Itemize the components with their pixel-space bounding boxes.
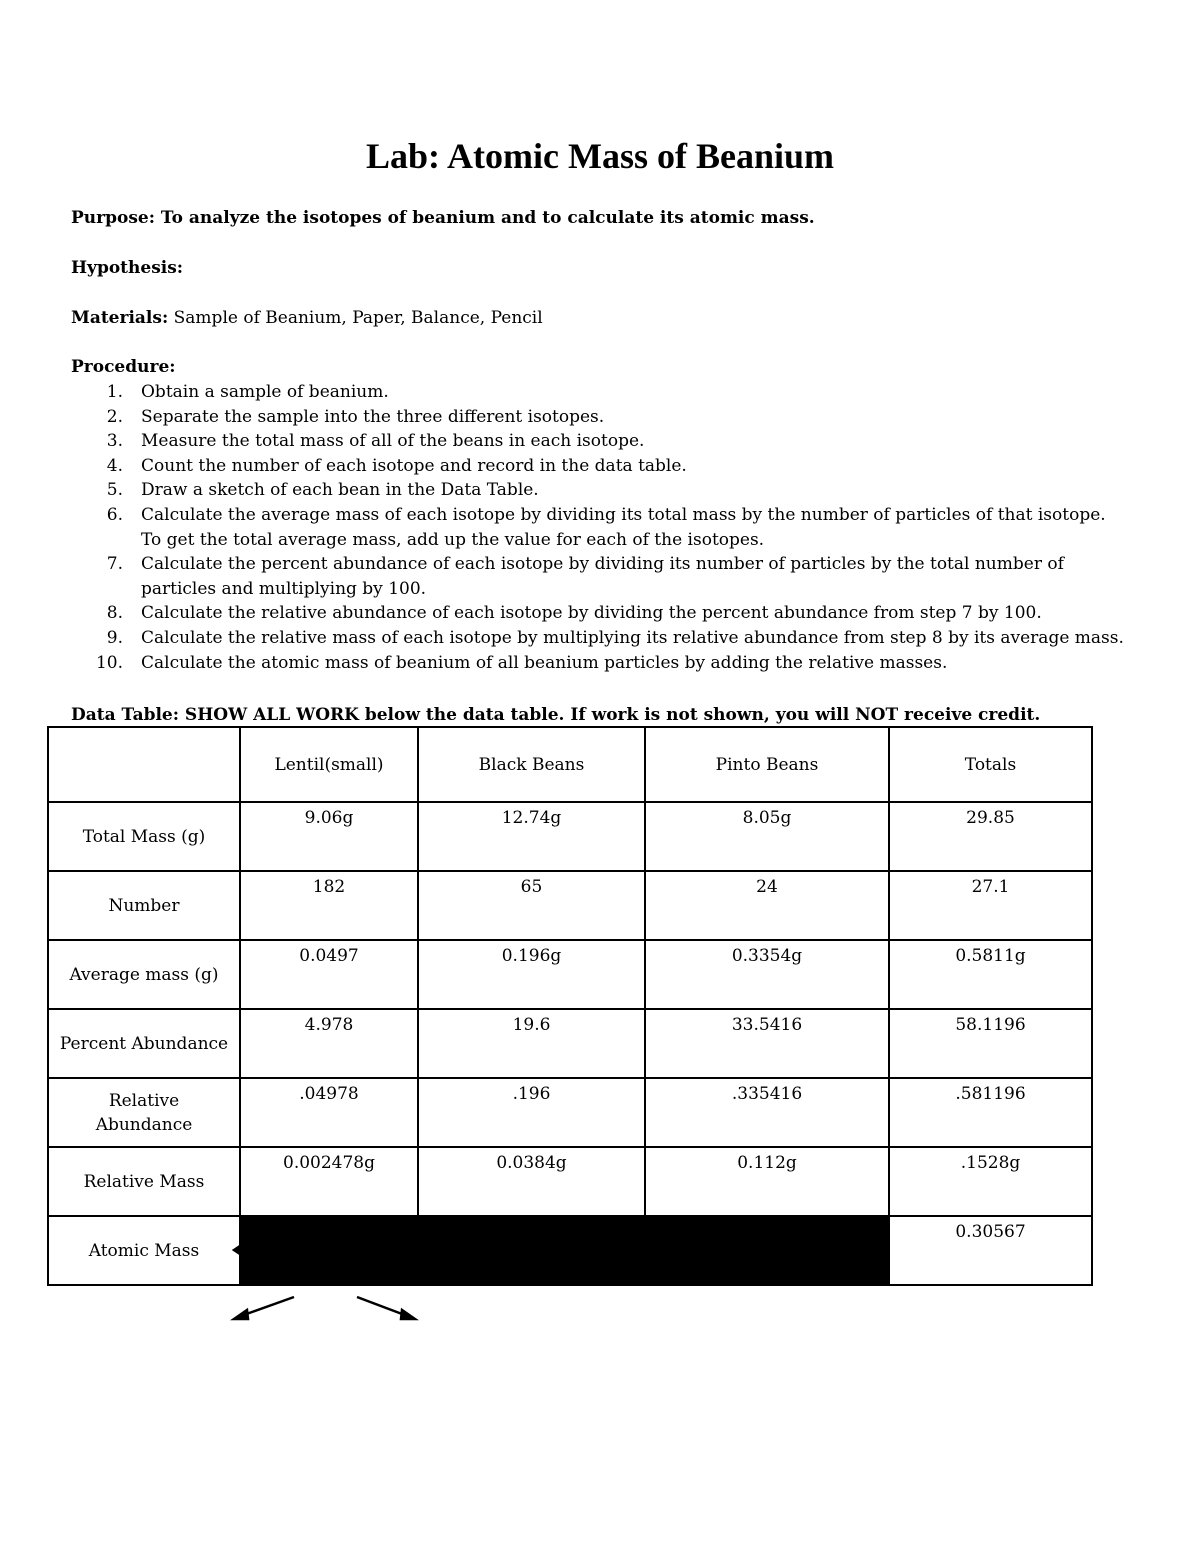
row-label: Average mass (g) <box>48 940 240 1009</box>
data-table-label: Data Table: SHOW ALL WORK below the data table. If work is not shown, you will NOT receive credit. <box>71 705 1041 725</box>
table-cell: .581196 <box>889 1078 1092 1147</box>
procedure-step: 9. Calculate the relative mass of each isotope by multiplying its relative abundance from step 8 by its average mass. <box>106 627 1124 648</box>
small-arrowhead-icon <box>234 1246 240 1254</box>
table-cell: .04978 <box>240 1078 418 1147</box>
procedure-step: 6. Calculate the average mass of each isotope by dividing its total mass by the number of particles of that isotope. To get the total average mass, add up the value for each of the isotopes. <box>106 504 1106 550</box>
materials-line <box>71 306 543 331</box>
row-label: Total Mass (g) <box>48 802 240 871</box>
procedure-step: 5. Draw a sketch of each bean in the Data Table. <box>106 480 539 501</box>
table-cell: 8.05g <box>645 802 889 871</box>
table-cell: 19.6 <box>418 1009 645 1078</box>
table-row <box>48 1216 1092 1285</box>
table-cell: 0.112g <box>645 1147 889 1216</box>
table-cell: 27.1 <box>889 871 1092 940</box>
procedure-step: 7. Calculate the percent abundance of each isotope by dividing its number of particles by the total number of particles and multiplying by 100. <box>106 554 1064 599</box>
purpose-text: Purpose: To analyze the isotopes of beanium and to calculate its atomic mass. <box>71 208 815 228</box>
table-cell: 24 <box>645 871 889 940</box>
table-cell: 33.5416 <box>645 1009 889 1078</box>
right-arrowhead-icon <box>401 1310 415 1319</box>
procedure-label: Procedure: <box>71 357 176 377</box>
page-title: Lab: Atomic Mass of Beanium <box>366 136 834 176</box>
row-label: Relative Abundance <box>48 1078 240 1147</box>
procedure-step: 8. Calculate the relative abundance of each isotope by dividing the percent abundance from step 7 by 100. <box>106 603 1042 624</box>
table-header-cell: Pinto Beans <box>645 727 889 802</box>
table-header-cell <box>48 727 240 802</box>
procedure-step: 3. Measure the total mass of all of the beans in each isotope. <box>106 431 645 452</box>
table-cell: 182 <box>240 871 418 940</box>
table-cell: .1528g <box>889 1147 1092 1216</box>
table-row <box>48 1078 1092 1147</box>
table-cell: 0.196g <box>418 940 645 1009</box>
table-header-cell: Totals <box>889 727 1092 802</box>
left-arrowhead-icon <box>234 1310 248 1319</box>
table-cell: .335416 <box>645 1078 889 1147</box>
table-cell: 29.85 <box>889 802 1092 871</box>
materials-label: Materials: <box>71 308 169 328</box>
table-cell: 0.3354g <box>645 940 889 1009</box>
table-header-row <box>48 727 1092 802</box>
table-row <box>48 802 1092 871</box>
procedure-step: 2. Separate the sample into the three different isotopes. <box>106 406 605 427</box>
procedure-list <box>71 380 1151 675</box>
row-label: Number <box>48 871 240 940</box>
table-cell: .196 <box>418 1078 645 1147</box>
table-row <box>48 1147 1092 1216</box>
materials-text: Sample of Beanium, Paper, Balance, Pencil <box>168 308 543 328</box>
table-cell: 0.5811g <box>889 940 1092 1009</box>
table-cell: 65 <box>418 871 645 940</box>
row-label: Relative Mass <box>48 1147 240 1216</box>
table-cell: 0.002478g <box>240 1147 418 1216</box>
table-row <box>48 1009 1092 1078</box>
arrows-drawing <box>220 1240 440 1330</box>
table-cell: 4.978 <box>240 1009 418 1078</box>
row-label: Percent Abundance <box>48 1009 240 1078</box>
table-cell: 12.74g <box>418 802 645 871</box>
table-header-cell: Black Beans <box>418 727 645 802</box>
row-label: Atomic Mass <box>48 1216 240 1285</box>
hypothesis-label: Hypothesis: <box>71 258 184 278</box>
table-row <box>48 940 1092 1009</box>
table-cell: 0.0384g <box>418 1147 645 1216</box>
procedure-step: 1. Obtain a sample of beanium. <box>106 382 389 402</box>
table-cell: 58.1196 <box>889 1009 1092 1078</box>
table-cell: 9.06g <box>240 802 418 871</box>
table-header-cell: Lentil(small) <box>240 727 418 802</box>
procedure-step: 10. Calculate the atomic mass of beanium of all beanium particles by adding the relative masses. <box>95 652 948 673</box>
table-cell: 0.0497 <box>240 940 418 1009</box>
table-row <box>48 871 1092 940</box>
procedure-step: 4. Count the number of each isotope and record in the data table. <box>106 455 687 476</box>
table-cell: 0.30567 <box>889 1216 1092 1285</box>
data-table <box>47 726 1093 1286</box>
